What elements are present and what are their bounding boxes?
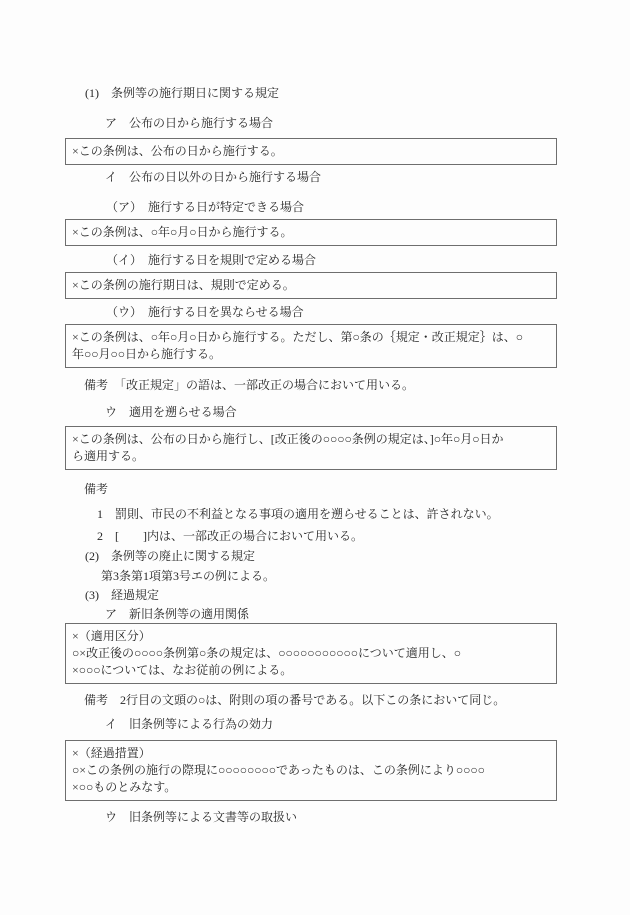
sub-sub-heading: （イ） 施行する日を規則で定める場合 (106, 253, 317, 267)
example-text-line: ○×改正後の○○○○条例第○条の規定は、○○○○○○○○○○○について適用し、○ (72, 646, 461, 660)
sub-heading: ウ 適用を遡らせる場合 (105, 405, 237, 419)
remark-list-item: 2 [ ]内は、一部改正の場合において用いる。 (97, 529, 363, 543)
example-text-line: ×この条例の施行期日は、規則で定める。 (72, 278, 295, 292)
sub-sub-heading: （ア） 施行する日が特定できる場合 (106, 200, 305, 214)
example-text-line: ら適用する。 (72, 449, 145, 463)
example-text-line: ×この条例は、公布の日から施行する。 (72, 144, 283, 158)
example-text-line: ×○○○については、なお従前の例による。 (72, 663, 293, 677)
example-text-line: ×この条例は、○年○月○日から施行する。ただし、第○条の｛規定・改正規定｝は、○ (72, 330, 524, 344)
sub-heading: ウ 旧条例等による文書等の取扱い (105, 810, 298, 824)
example-box (65, 219, 557, 246)
example-text-line: ×この条例は、○年○月○日から施行する。 (72, 225, 293, 239)
sub-heading: ア 新旧条例等の適用関係 (105, 607, 250, 621)
example-text-line: ×（経過措置） (72, 746, 151, 760)
example-box (65, 426, 557, 470)
example-text-line: ○×この条例の施行の際現に○○○○○○○○であったものは、この条例により○○○○ (72, 763, 485, 777)
sub-heading: ア 公布の日から施行する場合 (105, 116, 274, 130)
example-box (65, 138, 557, 165)
example-text-line: ×この条例は、公布の日から施行し、[改正後の○○○○条例の規定は、]○年○月○日か (72, 432, 504, 446)
example-box (65, 623, 557, 684)
body-text: 第3条第1項第3号エの例による。 (101, 569, 276, 583)
remark: 備考 2行目の文頭の○は、附則の項の番号である。以下この条において同じ。 (84, 693, 506, 707)
example-box (65, 272, 557, 299)
remark: 備考 「改正規定」の語は、一部改正の場合において用いる。 (84, 378, 415, 392)
section-heading: (1) 条例等の施行期日に関する規定 (85, 86, 279, 100)
section-heading: (3) 経過規定 (85, 588, 159, 602)
remark: 備考 (84, 482, 109, 496)
sub-sub-heading: （ウ） 施行する日を異ならせる場合 (106, 305, 304, 319)
example-box (65, 740, 557, 801)
sub-heading: イ 公布の日以外の日から施行する場合 (105, 170, 322, 184)
example-box (65, 324, 557, 368)
example-text-line: ×○○ものとみなす。 (72, 780, 177, 794)
section-heading: (2) 条例等の廃止に関する規定 (85, 549, 255, 563)
sub-heading: イ 旧条例等による行為の効力 (105, 717, 274, 731)
example-text-line: 年○○月○○日から施行する。 (72, 347, 221, 361)
example-text-line: ×（適用区分） (72, 629, 151, 643)
remark-list-item: 1 罰則、市民の不利益となる事項の適用を遡らせることは、許されない。 (97, 507, 499, 521)
